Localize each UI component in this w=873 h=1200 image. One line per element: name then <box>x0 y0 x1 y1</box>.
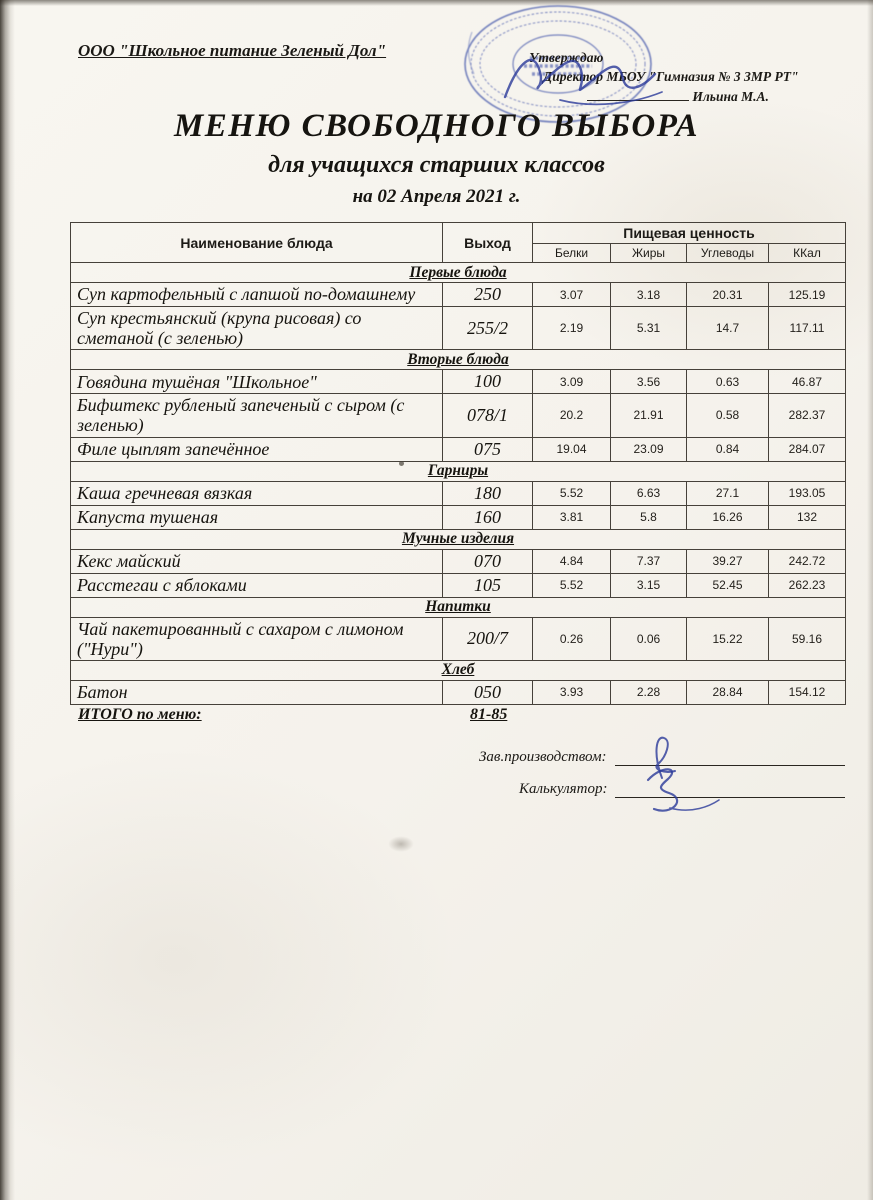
dish-fat-cell: 3.56 <box>611 370 687 394</box>
dish-carbs-cell: 28.84 <box>687 680 769 704</box>
approve-title: Утверждаю <box>529 50 604 65</box>
dish-kcal-cell: 46.87 <box>769 370 846 394</box>
table-row <box>71 370 846 394</box>
dish-out-cell: 180 <box>443 481 533 505</box>
dish-name-cell: Каша гречневая вязкая <box>71 481 443 505</box>
dish-fat-cell: 5.8 <box>611 505 687 529</box>
dish-kcal-cell: 282.37 <box>769 394 846 437</box>
dish-out-cell: 255/2 <box>443 307 533 350</box>
section-row <box>71 660 846 680</box>
column-header-protein: Белки <box>533 244 611 263</box>
page-subtitle: для учащихся старших классов <box>268 152 605 178</box>
table-row <box>71 481 846 505</box>
dish-protein-cell: 3.81 <box>533 505 611 529</box>
column-header-out: Выход <box>443 223 533 263</box>
table-row <box>71 437 846 461</box>
section-title: Мучные изделия <box>401 530 515 548</box>
dish-fat-cell: 3.15 <box>611 573 687 597</box>
table-row <box>71 573 846 597</box>
scan-edge-left <box>0 0 15 1200</box>
section-title: Первые блюда <box>409 263 507 281</box>
signature-line <box>587 89 689 101</box>
dish-carbs-cell: 16.26 <box>687 505 769 529</box>
column-header-carbs: Углеводы <box>687 244 769 263</box>
production-signature-line <box>615 748 845 766</box>
section-title: Вторые блюда <box>407 350 509 368</box>
calculator-signature-line <box>615 780 845 798</box>
menu-date: на 02 Апреля 2021 г. <box>352 186 521 207</box>
dish-name-cell: Суп крестьянский (крупа рисовая) со сметаной (с зеленью) <box>71 307 443 350</box>
dish-protein-cell: 3.07 <box>533 283 611 307</box>
dish-protein-cell: 19.04 <box>533 437 611 461</box>
approve-signer: Ильина М.А. <box>692 89 769 104</box>
column-header-fat: Жиры <box>611 244 687 263</box>
dish-carbs-cell: 0.84 <box>687 437 769 461</box>
approve-block <box>527 50 847 105</box>
dish-out-cell: 105 <box>443 573 533 597</box>
section-title: Хлеб <box>441 661 475 679</box>
dish-kcal-cell: 125.19 <box>769 283 846 307</box>
section-row <box>71 461 846 481</box>
dish-protein-cell: 3.93 <box>533 680 611 704</box>
paper-smudge <box>388 836 414 852</box>
dish-name-cell: Капуста тушеная <box>71 505 443 529</box>
dish-carbs-cell: 20.31 <box>687 283 769 307</box>
dish-out-cell: 050 <box>443 680 533 704</box>
section-row <box>71 263 846 283</box>
section-row <box>71 350 846 370</box>
dish-fat-cell: 23.09 <box>611 437 687 461</box>
dish-protein-cell: 3.09 <box>533 370 611 394</box>
dish-fat-cell: 5.31 <box>611 307 687 350</box>
dish-carbs-cell: 52.45 <box>687 573 769 597</box>
dish-name-cell: Чай пакетированный с сахаром с лимоном ("Нури") <box>71 617 443 660</box>
dish-kcal-cell: 59.16 <box>769 617 846 660</box>
scan-edge-right <box>867 0 873 1200</box>
section-title: Напитки <box>425 598 491 616</box>
production-sign-row <box>479 748 845 766</box>
dish-carbs-cell: 39.27 <box>687 549 769 573</box>
dish-name-cell: Расстегаи с яблоками <box>71 573 443 597</box>
table-row <box>71 394 846 437</box>
total-label: ИТОГО по меню: <box>78 706 202 723</box>
total-value: 81-85 <box>470 706 508 723</box>
page-title: МЕНЮ СВОБОДНОГО ВЫБОРА <box>173 108 700 144</box>
dish-carbs-cell: 27.1 <box>687 481 769 505</box>
dish-kcal-cell: 117.11 <box>769 307 846 350</box>
menu-table <box>70 222 846 705</box>
dish-carbs-cell: 14.7 <box>687 307 769 350</box>
dish-fat-cell: 21.91 <box>611 394 687 437</box>
scan-edge-top <box>0 0 873 6</box>
dish-kcal-cell: 284.07 <box>769 437 846 461</box>
dish-protein-cell: 2.19 <box>533 307 611 350</box>
table-row <box>71 680 846 704</box>
dish-fat-cell: 3.18 <box>611 283 687 307</box>
dish-out-cell: 250 <box>443 283 533 307</box>
approve-signature-row <box>587 89 847 105</box>
calculator-sign-row <box>519 780 845 798</box>
dish-protein-cell: 4.84 <box>533 549 611 573</box>
dish-protein-cell: 20.2 <box>533 394 611 437</box>
dish-name-cell: Филе цыплят запечённое <box>71 437 443 461</box>
dish-kcal-cell: 262.23 <box>769 573 846 597</box>
dish-kcal-cell: 132 <box>769 505 846 529</box>
dish-carbs-cell: 15.22 <box>687 617 769 660</box>
dish-protein-cell: 0.26 <box>533 617 611 660</box>
table-row <box>71 307 846 350</box>
approve-director: Директор МБОУ "Гимназия № 3 ЗМР РТ" <box>543 69 799 84</box>
dish-out-cell: 078/1 <box>443 394 533 437</box>
dish-name-cell: Кекс майский <box>71 549 443 573</box>
company-name: ООО "Школьное питание Зеленый Дол" <box>78 41 387 60</box>
dish-name-cell: Суп картофельный с лапшой по-домашнему <box>71 283 443 307</box>
table-row <box>71 549 846 573</box>
table-row <box>71 283 846 307</box>
dish-carbs-cell: 0.63 <box>687 370 769 394</box>
dish-fat-cell: 0.06 <box>611 617 687 660</box>
dish-protein-cell: 5.52 <box>533 481 611 505</box>
dish-out-cell: 200/7 <box>443 617 533 660</box>
dish-out-cell: 160 <box>443 505 533 529</box>
dish-out-cell: 075 <box>443 437 533 461</box>
dish-kcal-cell: 154.12 <box>769 680 846 704</box>
section-row <box>71 529 846 549</box>
column-header-kcal: ККал <box>769 244 846 263</box>
column-header-nutrition: Пищевая ценность <box>533 223 846 244</box>
dish-fat-cell: 7.37 <box>611 549 687 573</box>
section-row <box>71 597 846 617</box>
production-label: Зав.производством: <box>479 749 607 765</box>
dish-kcal-cell: 193.05 <box>769 481 846 505</box>
dish-name-cell: Батон <box>71 680 443 704</box>
dish-name-cell: Говядина тушёная "Школьное" <box>71 370 443 394</box>
calculator-label: Калькулятор: <box>519 781 608 797</box>
dish-protein-cell: 5.52 <box>533 573 611 597</box>
table-row <box>71 505 846 529</box>
dish-out-cell: 100 <box>443 370 533 394</box>
dish-fat-cell: 2.28 <box>611 680 687 704</box>
dish-carbs-cell: 0.58 <box>687 394 769 437</box>
menu-table-body <box>71 263 846 705</box>
dish-fat-cell: 6.63 <box>611 481 687 505</box>
table-row <box>71 617 846 660</box>
section-title: Гарниры <box>427 462 489 480</box>
dish-out-cell: 070 <box>443 549 533 573</box>
dish-kcal-cell: 242.72 <box>769 549 846 573</box>
dish-name-cell: Бифштекс рубленый запеченый с сыром (с зеленью) <box>71 394 443 437</box>
column-header-name: Наименование блюда <box>71 223 443 263</box>
